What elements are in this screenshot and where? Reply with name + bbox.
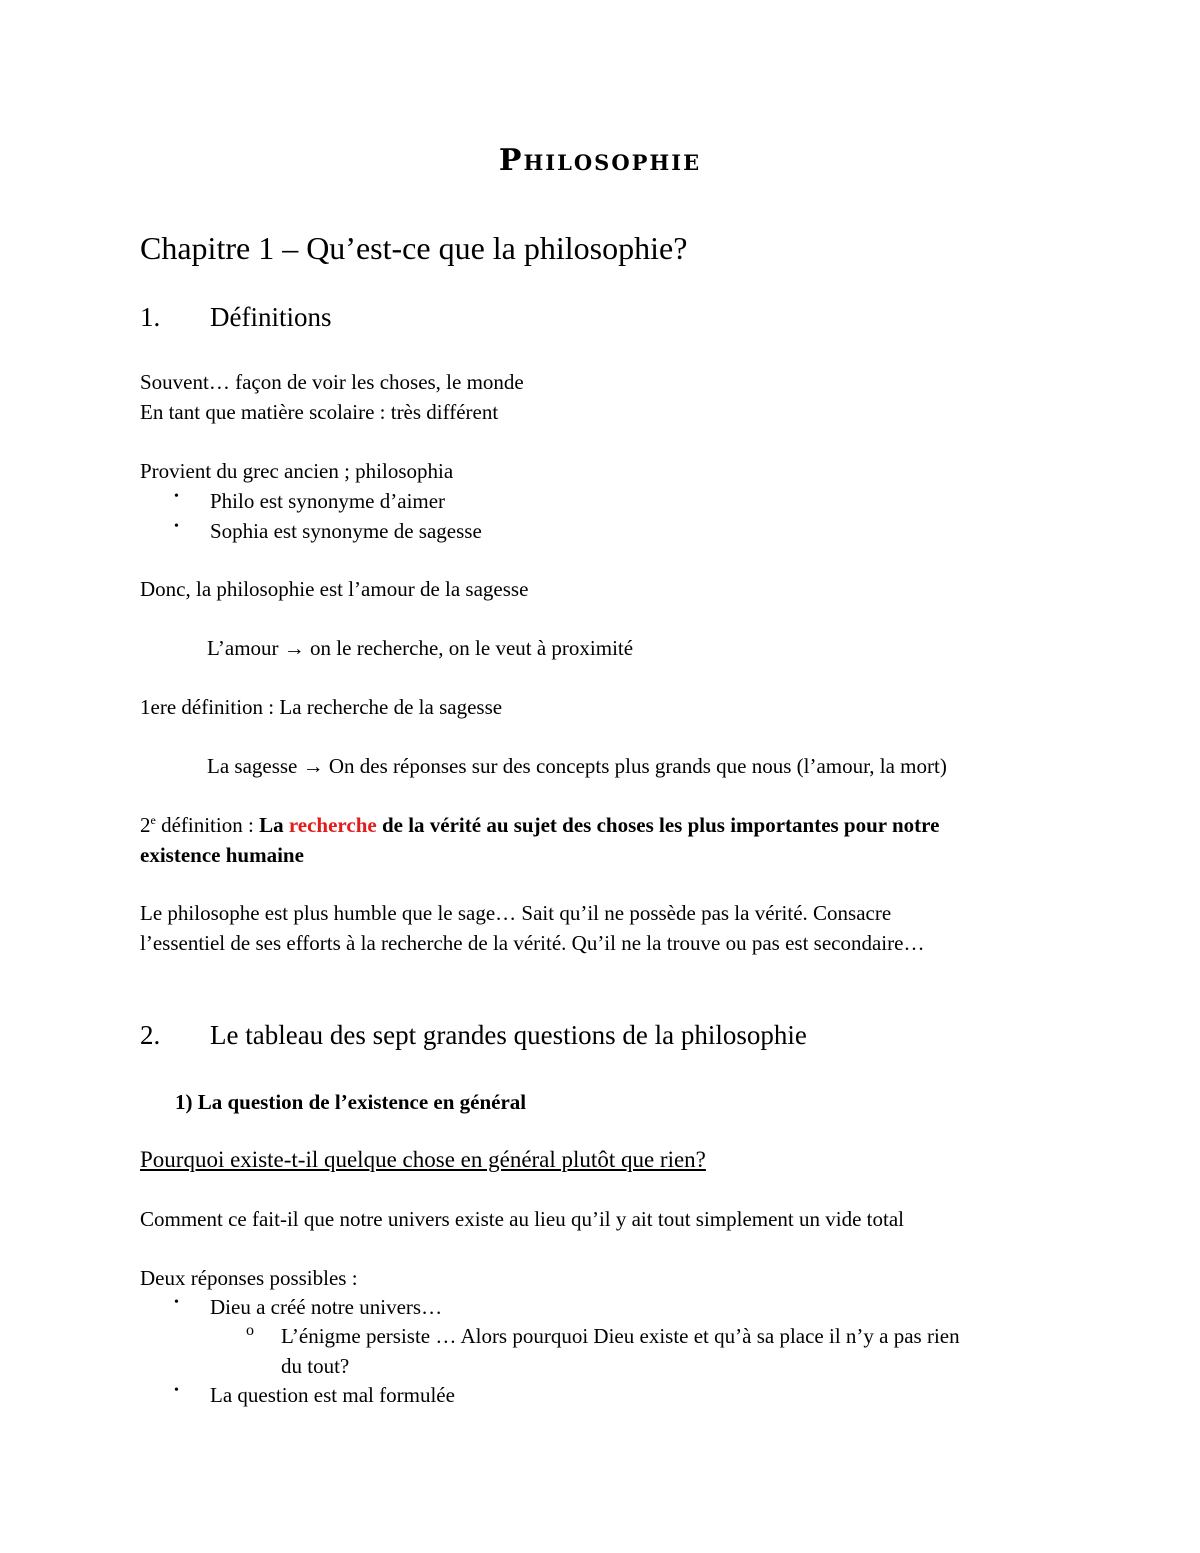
bold-text: La (259, 813, 289, 837)
text-line: Le philosophe est plus humble que le sage… Sait qu’il ne possède pas la vérité. Consacre (140, 901, 892, 925)
list-item-nested-cont: du tout? (281, 1354, 350, 1378)
bold-text: de la vérité au sujet des choses les plus importantes pour notre (376, 813, 940, 837)
text-fragment: 2 (140, 813, 151, 837)
list-item-nested: L’énigme persiste … Alors pourquoi Dieu existe et qu’à sa place il n’y a pas rien (281, 1324, 960, 1348)
superscript: e (150, 813, 156, 827)
list-item: Dieu a créé notre univers… (210, 1295, 443, 1319)
arrow-right-icon: → (302, 754, 324, 778)
text-line: En tant que matière scolaire : très différent (140, 400, 499, 424)
bullet-icon: • (174, 519, 179, 534)
text-line: 1ere définition : La recherche de la sagesse (140, 695, 503, 719)
list-item: Sophia est synonyme de sagesse (210, 519, 482, 543)
list-item: La question est mal formulée (210, 1383, 455, 1407)
arrow-right-icon: → (283, 636, 305, 660)
question-underlined: Pourquoi existe-t-il quelque chose en général plutôt que rien? (140, 1147, 706, 1172)
section-number: 1. (140, 302, 161, 332)
section-heading-questions (140, 1019, 807, 1051)
text-fragment: La sagesse (207, 754, 298, 778)
section-number: 2. (140, 1020, 161, 1050)
bullet-icon: • (174, 489, 179, 504)
text-fragment: on le recherche, on le veut à proximité (310, 636, 634, 660)
subsection-heading: 1) La question de l’existence en général (175, 1090, 527, 1114)
definition-2-line (140, 812, 939, 838)
text-fragment: On des réponses sur des concepts plus grands que nous (l’amour, la mort) (328, 754, 947, 778)
highlighted-word: recherche (288, 813, 377, 837)
circle-bullet-icon: o (246, 1322, 254, 1339)
text-line: l’essentiel de ses efforts à la recherche de la vérité. Qu’il ne la trouve ou pas est secondaire… (140, 931, 925, 955)
text-line: Souvent… façon de voir les choses, le monde (140, 370, 524, 394)
bullet-icon: • (174, 1295, 179, 1310)
bullet-icon: • (174, 1383, 179, 1398)
list-item: Philo est synonyme d’aimer (210, 489, 446, 513)
text-line: Donc, la philosophie est l’amour de la sagesse (140, 577, 529, 601)
text-line: Provient du grec ancien ; philosophia (140, 459, 454, 483)
text-line-sagesse (207, 753, 947, 779)
section-title: Le tableau des sept grandes questions de la philosophie (210, 1020, 807, 1050)
bold-text: existence humaine (140, 843, 304, 867)
chapter-heading: Chapitre 1 – Qu’est-ce que la philosophie? (140, 230, 688, 266)
text-line: Comment ce fait-il que notre univers existe au lieu qu’il y ait tout simplement un vide total (140, 1207, 904, 1231)
text-fragment: définition : (155, 813, 260, 837)
document-title: Philosophie (498, 143, 702, 178)
text-fragment: L’amour (207, 636, 279, 660)
section-heading-definitions (140, 301, 332, 333)
section-title: Définitions (210, 302, 332, 332)
text-line-amour (207, 635, 633, 661)
text-line: Deux réponses possibles : (140, 1266, 358, 1290)
